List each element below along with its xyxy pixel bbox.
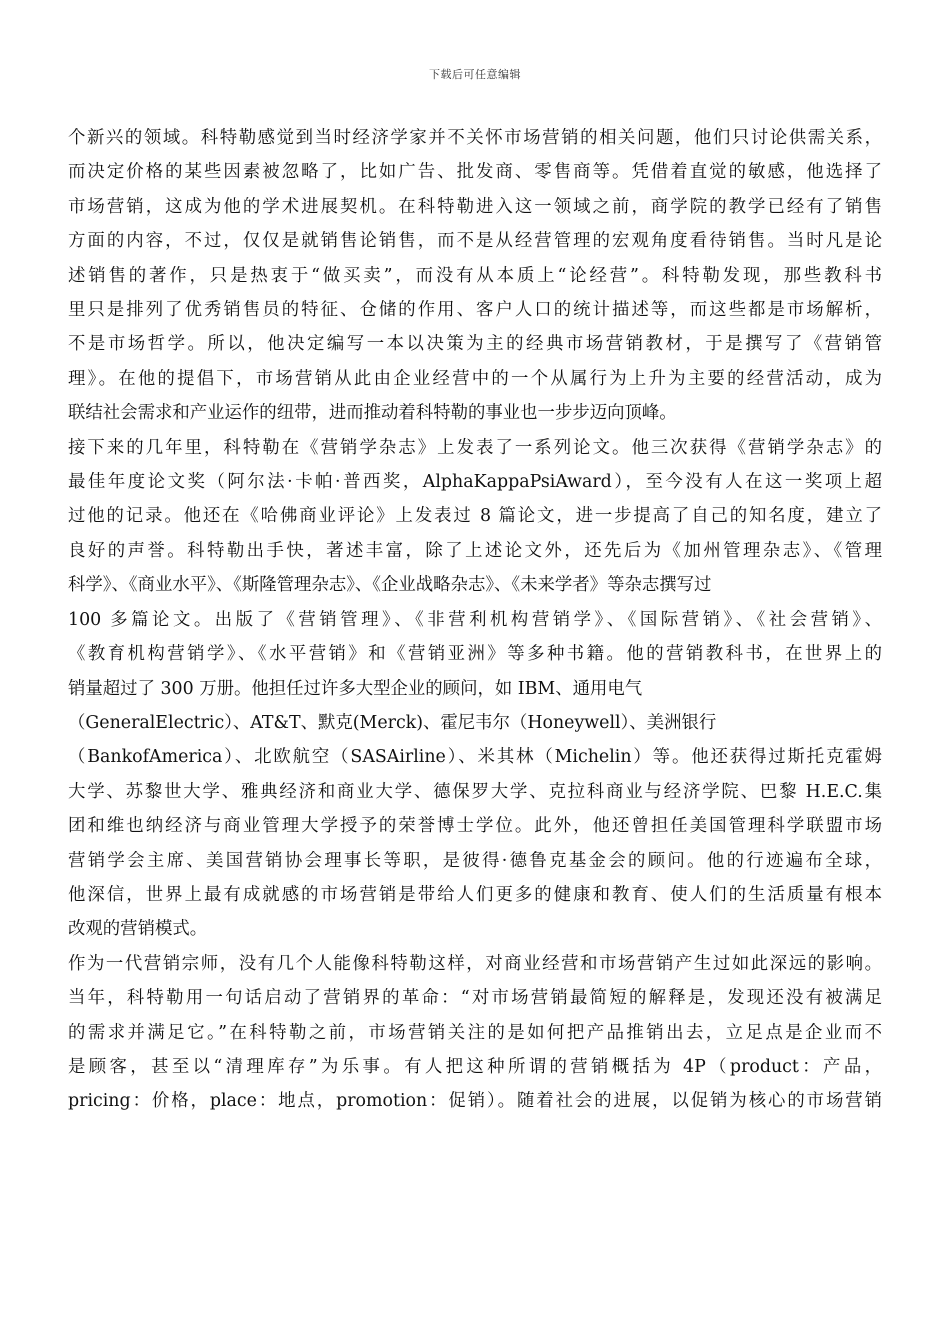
text-line: 个新兴的领域。科特勒感觉到当时经济学家并不关怀市场营销的相关问题，他们只讨论供需关系，: [68, 128, 882, 148]
text-line: 里只是排列了优秀销售员的特征、仓储的作用、客户人口的统计描述等，而这些都是市场解析，: [68, 300, 882, 321]
text-line: 改观的营销模式。: [68, 919, 208, 940]
text-line: 100 多篇论文。出版了《营销管理》、《非营利机构营销学》、《国际营销》、《社会营销》、: [68, 609, 882, 630]
text-line: 而决定价格的某些因素被忽略了，比如广告、批发商、零售商等。凭借着直觉的敏感，他选择了: [68, 162, 882, 183]
text-line: 是顾客，甚至以“清理库存”为乐事。有人把这种所谓的营销概括为 4P（product：产品，: [68, 1056, 882, 1077]
text-line: 的需求并满足它。”在科特勒之前，市场营销关注的是如何把产品推销出去，立足点是企业而不: [68, 1022, 882, 1043]
text-line: pricing：价格，place：地点，promotion：促销）。随着社会的进展，以促销为核心的市场营销: [68, 1091, 882, 1112]
text-line: 科学》、《商业水平》、《斯隆管理杂志》、《企业战略杂志》、《未来学者》等杂志撰写过: [68, 575, 712, 596]
text-line: 营销学会主席、美国营销协会理事长等职，是彼得·德鲁克基金会的顾问。他的行迹遍布全球，: [68, 850, 882, 871]
text-line: 当年，科特勒用一句话启动了营销界的革命：“对市场营销最简短的解释是，发现还没有被满足: [68, 988, 882, 1009]
text-line: 《教育机构营销学》、《水平营销》和《营销亚洲》等多种书籍。他的营销教科书，在世界上的: [68, 644, 882, 665]
text-line: 不是市场哲学。所以，他决定编写一本以决策为主的经典市场营销教材，于是撰写了《营销管: [68, 334, 882, 355]
page-header: 下载后可任意编辑: [429, 68, 521, 81]
text-line: （BankofAmerica）、北欧航空（SASAirline）、米其林（Michelin）等。他还获得过斯托克霍姆: [68, 747, 882, 768]
text-line: 联结社会需求和产业运作的纽带，进而推动着科特勒的事业也一步步迈向顶峰。: [68, 403, 677, 424]
text-line: 过他的记录。他还在《哈佛商业评论》上发表过 8 篇论文，进一步提高了自己的知名度，建立了: [68, 506, 882, 527]
text-line: 述销售的著作，只是热衷于“做买卖”，而没有从本质上“论经营”。科特勒发现，那些教科书: [68, 265, 882, 286]
document-body: [68, 121, 882, 1119]
text-line: 团和维也纳经济与商业管理大学授予的荣誉博士学位。此外，他还曾担任美国管理科学联盟市场: [68, 816, 882, 837]
text-line: 接下来的几年里，科特勒在《营销学杂志》上发表了一系列论文。他三次获得《营销学杂志》的: [68, 437, 882, 458]
text-line: 他深信，世界上最有成就感的市场营销是带给人们更多的健康和教育、使人们的生活质量有根本: [68, 884, 882, 905]
text-line: 最佳年度论文奖（阿尔法·卡帕·普西奖，AlphaKappaPsiAward），至今没有人在这一奖项上超: [68, 472, 882, 493]
text-line: （GeneralElectric）、AT&T、默克(Merck)、霍尼韦尔（Honeywell）、美洲银行: [68, 712, 717, 733]
text-line: 理》。在他的提倡下，市场营销从此由企业经营中的一个从属行为上升为主要的经营活动，成为: [68, 368, 882, 389]
text-line: 销量超过了 300 万册。他担任过许多大型企业的顾问，如 IBM、通用电气: [68, 678, 643, 699]
text-line: 大学、苏黎世大学、雅典经济和商业大学、德保罗大学、克拉科商业与经济学院、巴黎 H.E.C.集: [68, 781, 882, 802]
text-line: 方面的内容，不过，仅仅是就销售论销售，而不是从经营管理的宏观角度看待销售。当时凡是论: [68, 231, 882, 252]
text-line: 作为一代营销宗师，没有几个人能像科特勒这样，对商业经营和市场营销产生过如此深远的影响。: [68, 953, 882, 974]
text-line: 市场营销，这成为他的学术进展契机。在科特勒进入这一领域之前，商学院的教学已经有了销售: [68, 196, 882, 217]
text-line: 良好的声誉。科特勒出手快，著述丰富，除了上述论文外，还先后为《加州管理杂志》、《管理: [68, 540, 882, 561]
